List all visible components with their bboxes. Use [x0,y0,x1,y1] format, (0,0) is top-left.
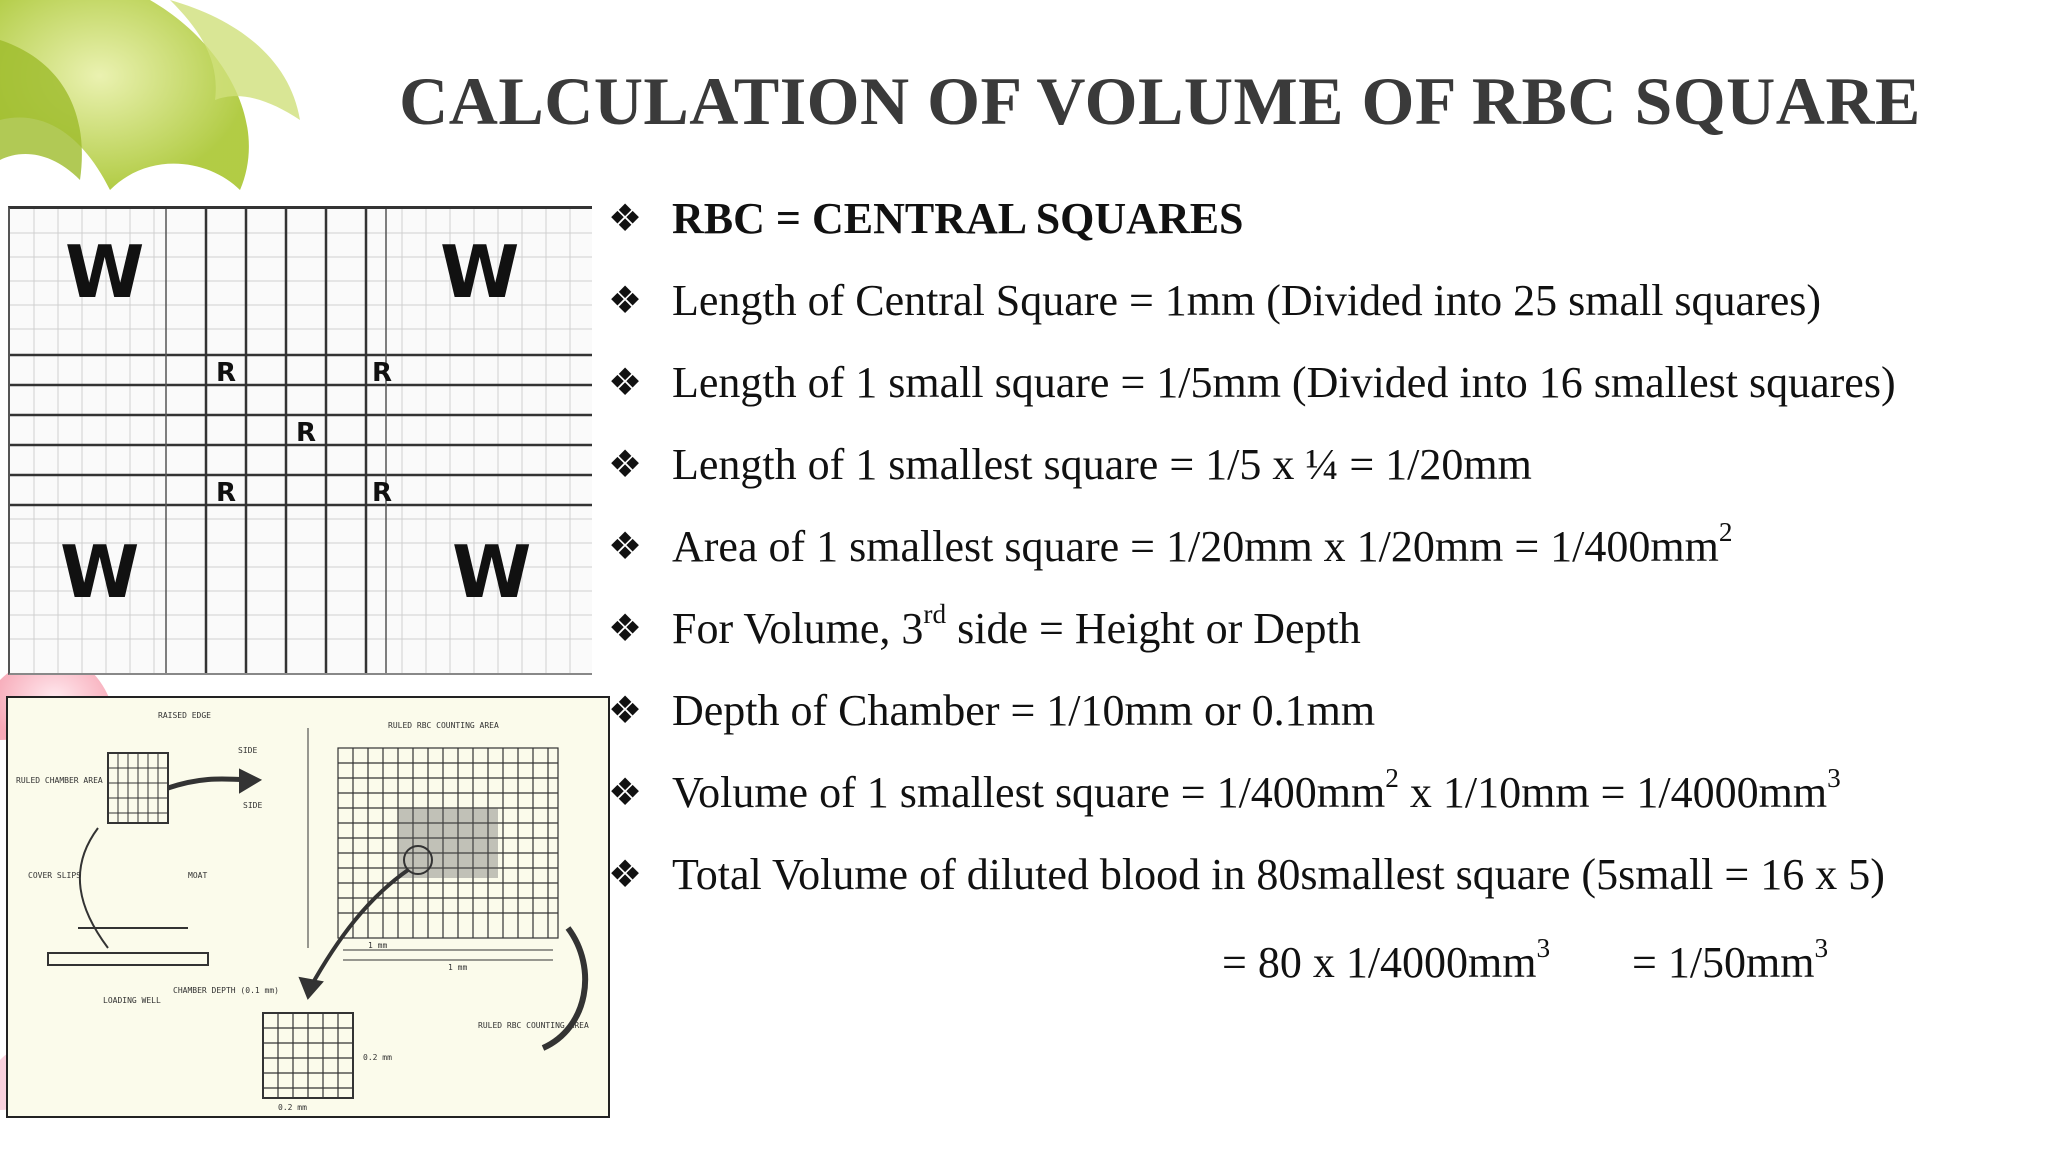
hemocytometer-apparatus-figure [6,696,610,1118]
r-label: R [216,358,237,388]
w-label: W [452,530,532,614]
apparatus-label: RULED RBC COUNTING AREA [388,721,499,730]
apparatus-label: RULED RBC COUNTING AREA [478,1021,589,1030]
apparatus-label: 1 mm [368,941,388,950]
apparatus-label: 1 mm [448,963,468,972]
apparatus-label: 0.2 mm [363,1053,392,1062]
w-label: W [60,530,140,614]
diamond-bullet-icon: ❖ [608,280,643,322]
r-label: R [296,418,317,448]
r-label: R [372,478,393,508]
apparatus-label: LOADING WELL [103,996,161,1005]
diamond-bullet-icon: ❖ [608,198,643,240]
r-label: R [372,358,393,388]
result-equation [1222,922,1829,1004]
slide-title: CALCULATION OF VOLUME OF RBC SQUARE [399,63,1921,139]
diamond-bullet-icon: ❖ [608,772,643,814]
hemocytometer-grid-figure [8,206,592,675]
r-label: R [216,478,237,508]
diamond-bullet-icon: ❖ [608,854,643,896]
diamond-bullet-icon: ❖ [608,690,643,732]
w-label: W [65,230,145,314]
result-part-1: = 80 x $1/4000mm^3$ [1222,933,1551,987]
apparatus-label: RULED CHAMBER AREA [16,776,103,785]
diamond-bullet-icon: ❖ [608,362,643,404]
diamond-bullet-icon: ❖ [608,608,643,650]
apparatus-label: COVER SLIPS [28,871,81,880]
apparatus-label: SIDE [243,801,263,810]
apparatus-label: 0.2 mm [278,1103,307,1112]
result-part-2: = $1/50mm^3$ [1632,933,1829,987]
apparatus-label: RAISED EDGE [158,711,211,720]
diamond-bullet-icon: ❖ [608,526,643,568]
diamond-bullet-icon: ❖ [608,444,643,486]
apparatus-label: MOAT [188,871,208,880]
w-label: W [440,230,520,314]
apparatus-label: CHAMBER DEPTH (0.1 mm) [173,986,279,995]
apparatus-label: SIDE [238,746,258,755]
